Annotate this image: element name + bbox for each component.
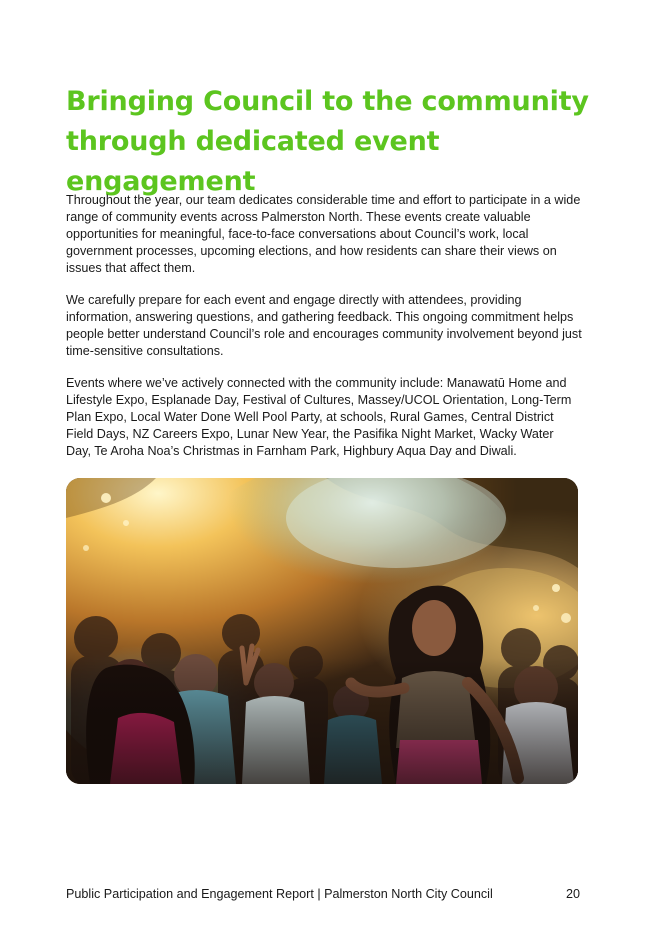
page-number: 20 <box>565 887 580 901</box>
events-list-paragraph: Events where we’ve actively connected with the community include: Manawatū Home and Lifestyle Expo, Esplanade Day, Festival of Cultures, Massey/UCOL Orientation, Long-Term Plan Expo, Local Water Done Well Pool Party, at schools, Rural Games, Central District Field Days, NZ Careers Expo, Lunar New Year, the Pasifika Night Market, Wacky Water Day, Te Aroha Noa’s Christmas in Farnham Park, Highbury Aqua Day and Diwali. <box>66 376 572 458</box>
colour-festival-illustration <box>66 478 578 784</box>
footer-report-title: Public Participation and Engagement Report | Palmerston North City Council <box>66 887 493 901</box>
festival-crowd-photo <box>66 478 578 784</box>
intro-paragraph: Throughout the year, our team dedicates considerable time and effort to participate in a wide range of community events across Palmerston North. These events create valuable opportunities for meaningful, face-to-face conversations about Council’s work, local government processes, upcoming elections, and how residents can share their views on issues that affect them. <box>66 193 581 275</box>
preparation-paragraph: We carefully prepare for each event and engage directly with attendees, providing information, answering questions, and gathering feedback. This ongoing commitment helps people better understand Council’s role and encourages community involvement beyond just time-sensitive consultations. <box>66 293 582 358</box>
page-title: Bringing Council to the community through dedicated event engagement <box>66 86 589 197</box>
